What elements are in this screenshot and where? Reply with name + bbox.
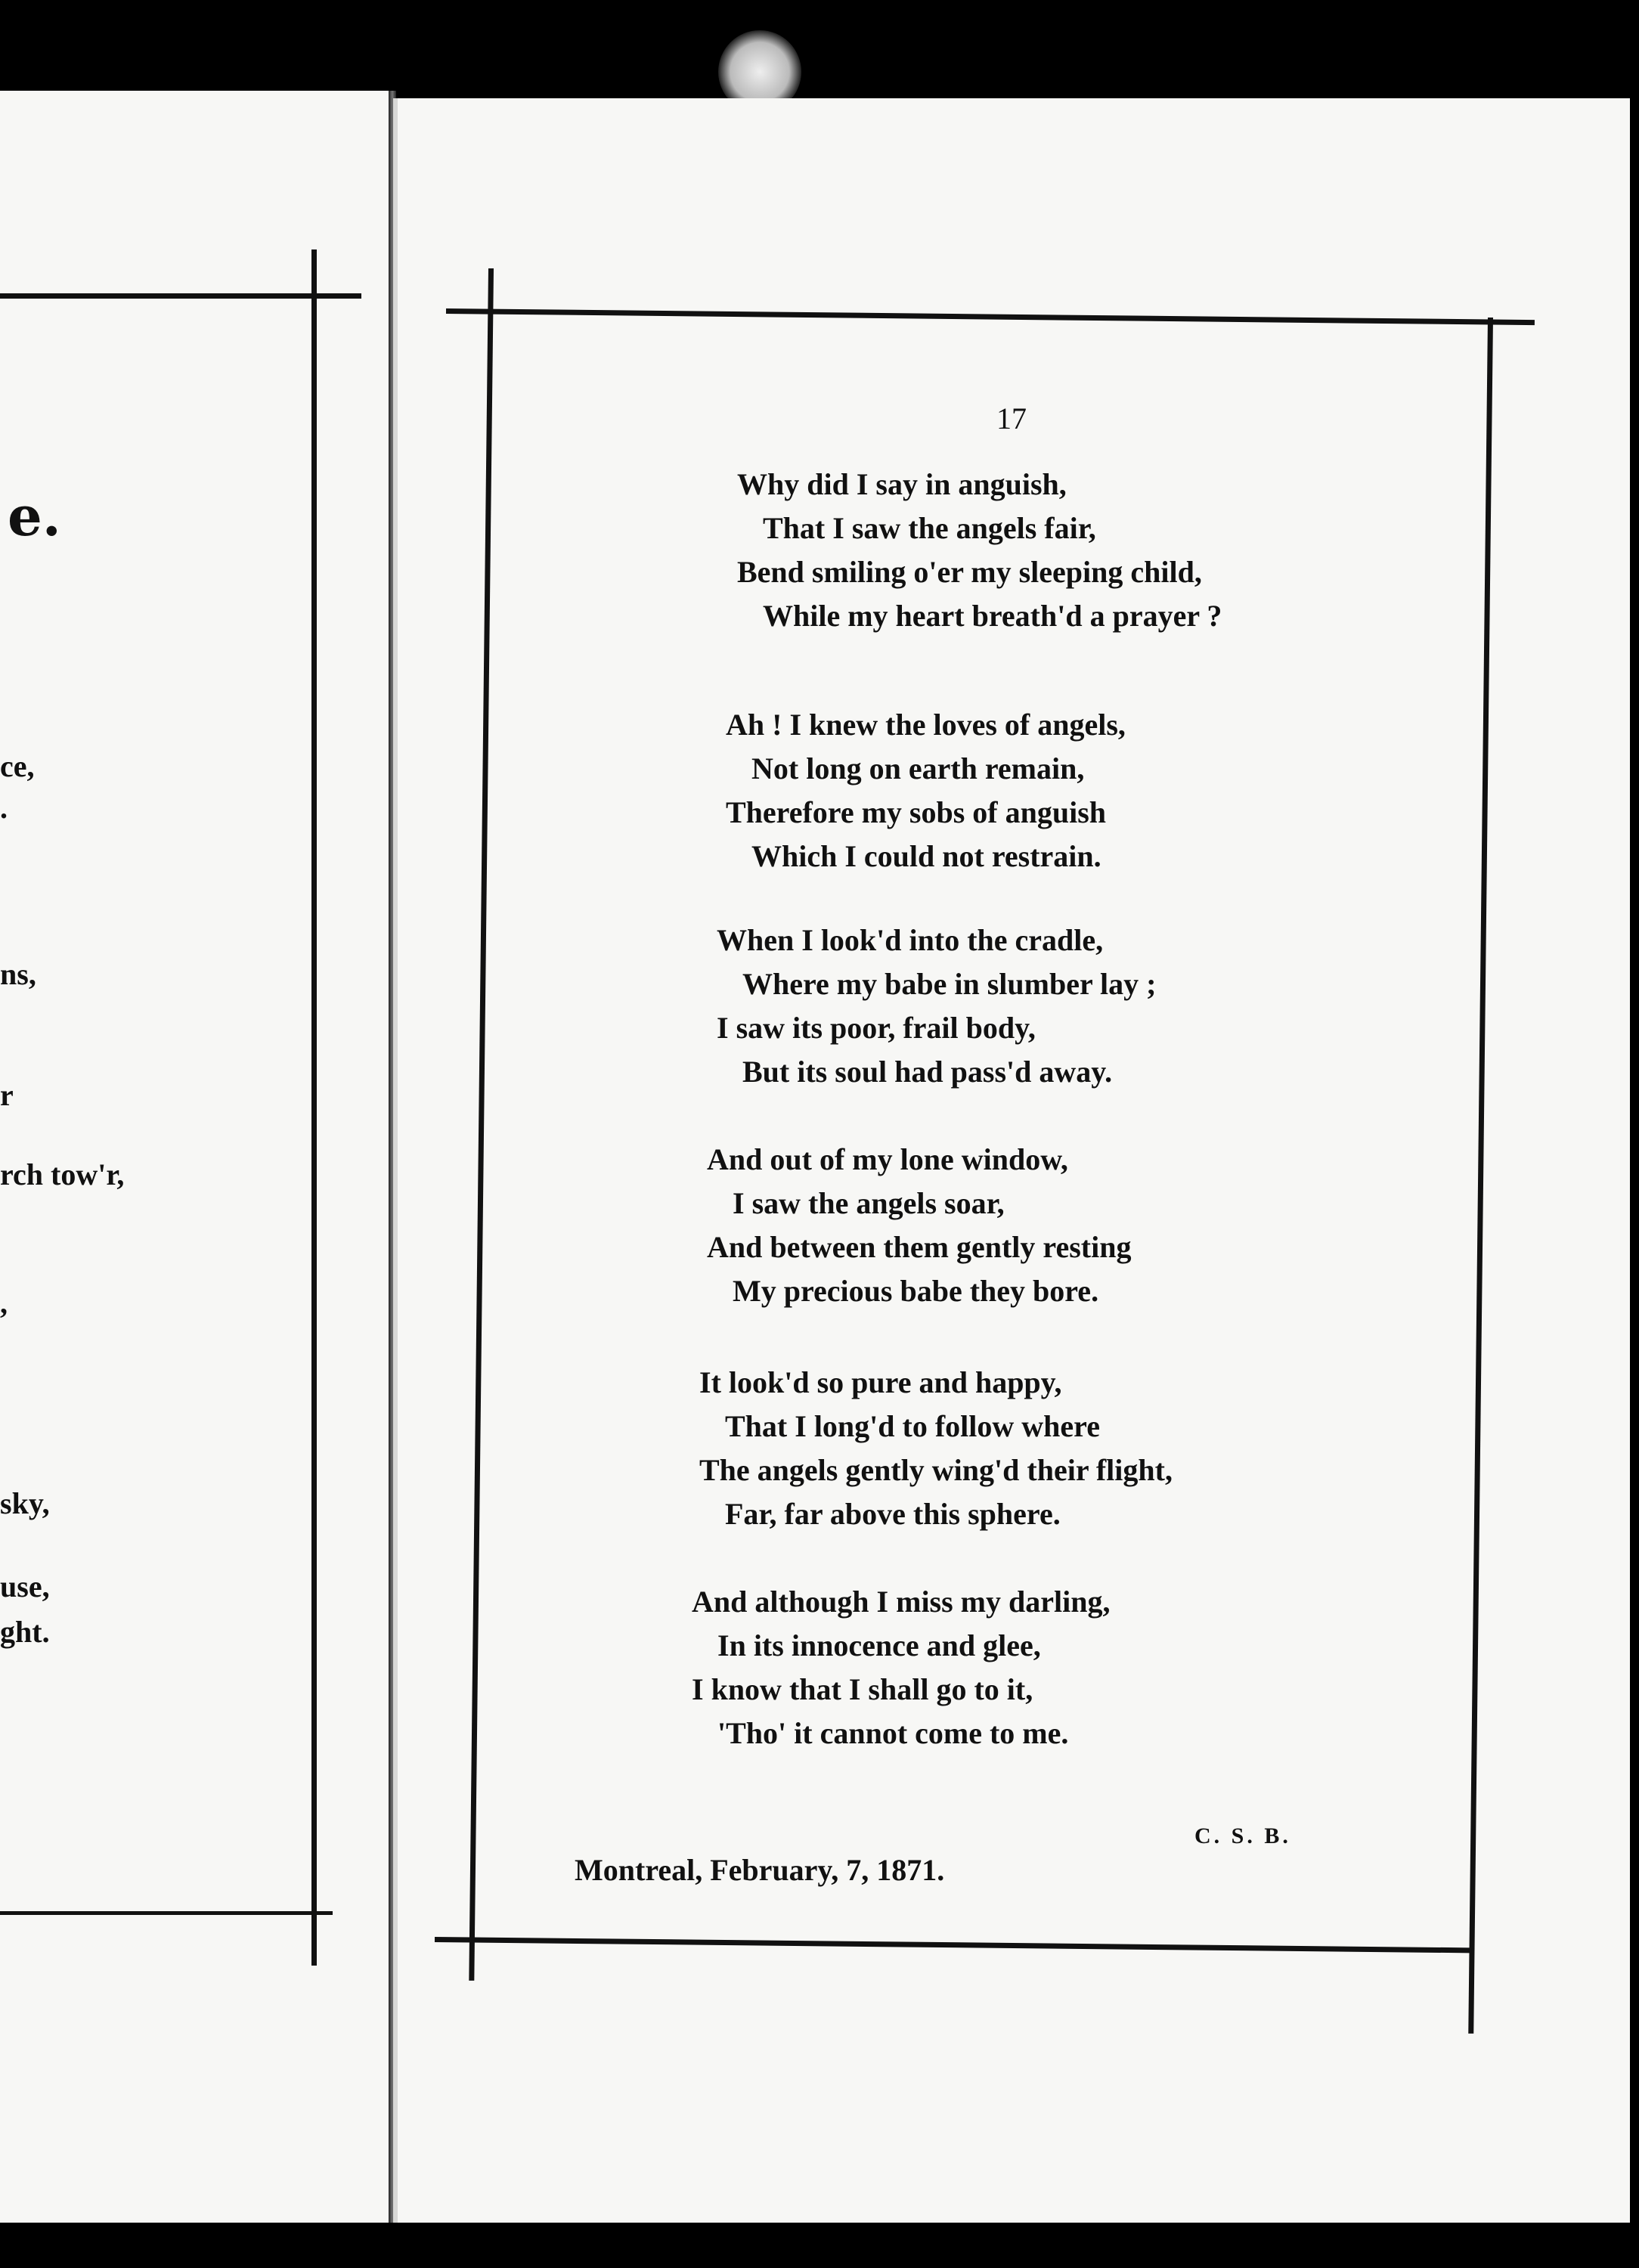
verse-line: Far, far above this sphere. xyxy=(725,1497,1061,1531)
verse-line: I saw its poor, frail body, xyxy=(717,1011,1036,1045)
left-fragment-6: , xyxy=(0,1286,8,1320)
verse-line: Which I could not restrain. xyxy=(751,839,1101,873)
verse-line: I know that I shall go to it, xyxy=(692,1672,1033,1706)
stanza-6 xyxy=(692,1580,1110,1755)
left-fragment-8: use, xyxy=(0,1569,50,1603)
left-page-bottom-rule xyxy=(0,1911,333,1915)
left-fragment-3: ns, xyxy=(0,957,36,991)
left-fragment-5: rch tow'r, xyxy=(0,1157,125,1191)
verse-line: And although I miss my darling, xyxy=(692,1585,1111,1619)
signature: C. S. B. xyxy=(1194,1823,1291,1848)
verse-line: In its innocence and glee, xyxy=(717,1628,1041,1662)
verse-line: That I saw the angels fair, xyxy=(763,511,1096,545)
verse-line: It look'd so pure and happy, xyxy=(699,1365,1062,1399)
stanza-4 xyxy=(707,1138,1131,1313)
stanza-2 xyxy=(726,703,1126,878)
verse-line: I saw the angels soar, xyxy=(733,1186,1005,1220)
verse-line: And between them gently resting xyxy=(707,1230,1132,1264)
verse-line: Ah ! I knew the loves of angels, xyxy=(726,708,1126,742)
left-fragment-4: r xyxy=(0,1078,14,1112)
left-page-top-rule xyxy=(0,293,361,299)
stanza-5 xyxy=(699,1361,1173,1536)
left-fragment-2: . xyxy=(0,791,8,825)
left-fragment-7: sky, xyxy=(0,1486,50,1520)
verse-line: That I long'd to follow where xyxy=(725,1409,1100,1443)
dateline: Montreal, February, 7, 1871. xyxy=(575,1853,945,1887)
verse-line: My precious babe they bore. xyxy=(733,1274,1099,1308)
left-page-right-rule xyxy=(311,249,317,1966)
verse-line: Why did I say in anguish, xyxy=(737,467,1067,501)
verse-line: Not long on earth remain, xyxy=(751,751,1085,785)
verse-line: But its soul had pass'd away. xyxy=(742,1055,1113,1089)
verse-line: While my heart breath'd a prayer ? xyxy=(763,599,1222,633)
verse-line: Therefore my sobs of anguish xyxy=(726,795,1107,829)
stanza-3 xyxy=(717,919,1156,1094)
left-fragment-9: ght. xyxy=(0,1615,50,1649)
page-number: 17 xyxy=(996,401,1027,435)
verse-line: Where my babe in slumber lay ; xyxy=(742,967,1157,1001)
verse-line: The angels gently wing'd their flight, xyxy=(699,1453,1173,1487)
verse-line: When I look'd into the cradle, xyxy=(717,923,1104,957)
stanza-1 xyxy=(737,463,1222,638)
left-page-title-fragment: e. xyxy=(8,484,61,548)
verse-line: Bend smiling o'er my sleeping child, xyxy=(737,555,1202,589)
verse-line: 'Tho' it cannot come to me. xyxy=(717,1716,1069,1750)
verse-line: And out of my lone window, xyxy=(707,1142,1068,1176)
left-fragment-1: ce, xyxy=(0,749,35,783)
